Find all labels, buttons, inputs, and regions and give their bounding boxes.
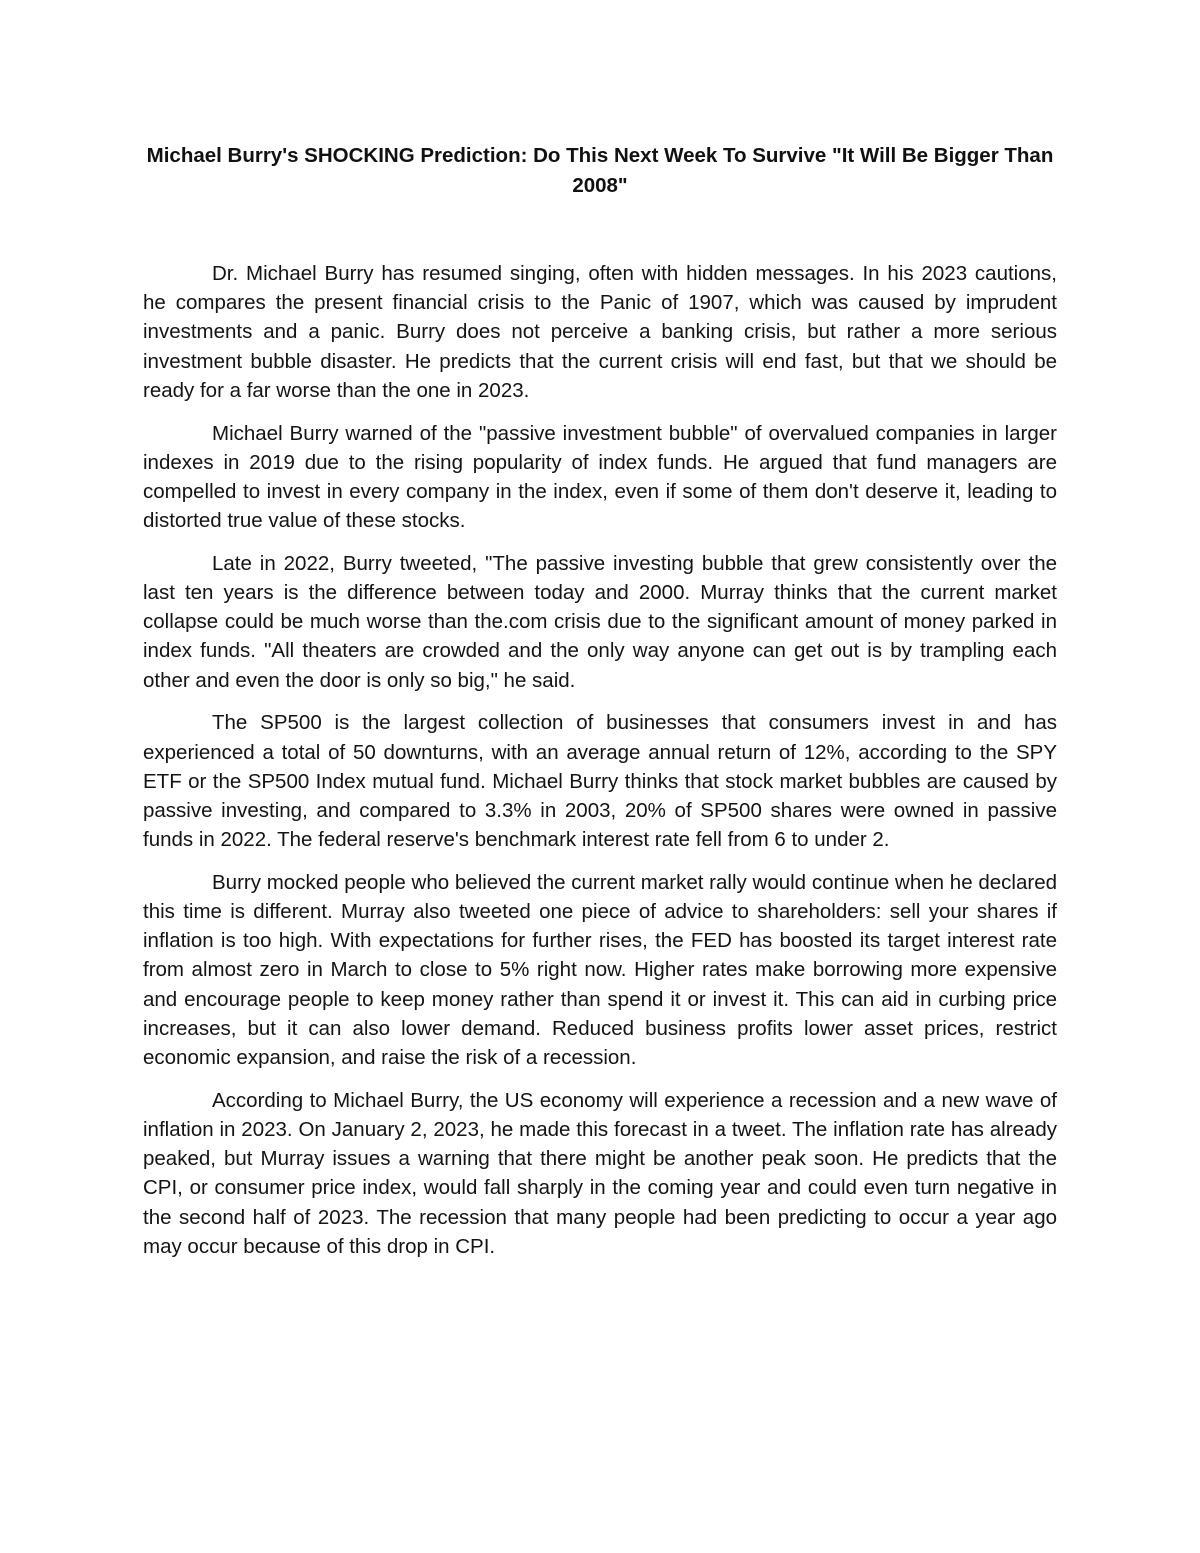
paragraph: Late in 2022, Burry tweeted, "The passive investing bubble that grew consistently over the last ten years is the difference between today and 2000. Murray thinks that the current market collapse could be much worse than the.com crisis due to the significant amount of money parked in index funds. "All theaters are crowded and the only way anyone can get out is by trampling each other and even the door is only so big," he said. — [143, 551, 1057, 692]
document-title: Michael Burry's SHOCKING Prediction: Do This Next Week To Survive "It Will Be Bigger Than 2008" — [146, 144, 1054, 197]
paragraph: According to Michael Burry, the US economy will experience a recession and a new wave of inflation in 2023. On January 2, 2023, he made this forecast in a tweet. The inflation rate has already peaked, but Murray issues a warning that there might be another peak soon. He predicts that the CPI, or consumer price index, would fall sharply in the coming year and could even turn negative in the second half of 2023. The recession that many people had been predicting to occur a year ago may occur because of this drop in CPI. — [143, 1088, 1057, 1258]
paragraph: Dr. Michael Burry has resumed singing, often with hidden messages. In his 2023 cautions, he compares the present financial crisis to the Panic of 1907, which was caused by imprudent investments and a panic. Burry does not perceive a banking crisis, but rather a more serious investment bubble disaster. He predicts that the current crisis will end fast, but that we should be ready for a far worse than the one in 2023. — [143, 262, 1057, 402]
paragraph: The SP500 is the largest collection of businesses that consumers invest in and has experienced a total of 50 downturns, with an average annual return of 12%, according to the SPY ETF or the SP500 Index mutual fund. Michael Burry thinks that stock market bubbles are caused by passive investing, and compared to 3.3% in 2003, 20% of SP500 shares were owned in passive funds in 2022. The federal reserve's benchmark interest rate fell from 6 to under 2. — [143, 711, 1057, 852]
document-body — [143, 259, 1057, 1275]
paragraph: Michael Burry warned of the "passive investment bubble" of overvalued companies in larger indexes in 2019 due to the rising popularity of index funds. He argued that fund managers are compelled to invest in every company in the index, even if some of them don't deserve it, leading to distorted true value of these stocks. — [143, 421, 1057, 533]
paragraph: Burry mocked people who believed the current market rally would continue when he declared this time is different. Murray also tweeted one piece of advice to shareholders: sell your shares if inflation is too high. With expectations for further rises, the FED has boosted its target interest rate from almost zero in March to close to 5% right now. Higher rates make borrowing more expensive and encourage people to keep money rather than spend it or invest it. This can aid in curbing price increases, but it can also lower demand. Reduced business profits lower asset prices, restrict economic expansion, and raise the risk of a recession. — [143, 870, 1057, 1070]
